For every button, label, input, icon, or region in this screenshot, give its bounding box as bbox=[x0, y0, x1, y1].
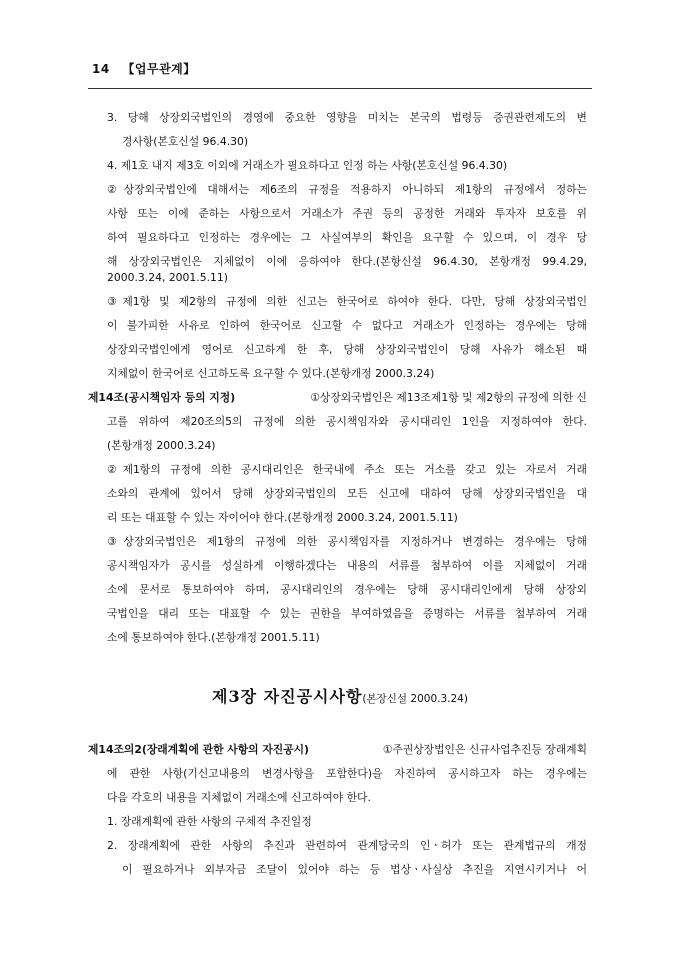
text-line: 다음 각호의 내용을 지체없이 거래소에 신고하여야 한다. bbox=[107, 791, 371, 804]
article-14-title: 제14조(공시책임자 등의 지정) bbox=[88, 391, 236, 404]
text-line: 해 상장외국법인은 지체없이 이에 응하여야 한다.(본항신설 96.4.30, 본항개정 99.4.29, bbox=[107, 255, 587, 268]
text-line: 하여 필요하다고 인정하는 경우에는 그 사실여부의 확인을 요구할 수 있으며, 이 경우 당 bbox=[107, 231, 587, 244]
text-line: ②상장외국법인에 대해서는 제6조의 규정을 적용하지 아니하되 제1항의 규정에서 정하는 bbox=[107, 183, 587, 196]
article-14-2-first-line bbox=[88, 743, 587, 757]
text-line: 에 관한 사항(기신고내용의 변경사항을 포함한다)을 자진하여 공시하고자 하는 경우에는 bbox=[107, 767, 587, 780]
article-14-first-line bbox=[88, 391, 587, 405]
text-line: 2000.3.24, 2001.5.11) bbox=[107, 271, 228, 284]
text-line: 소에 통보하여야 한다.(본항개정 2001.5.11) bbox=[107, 631, 320, 644]
text-line: 국법인을 대리 또는 대표할 수 있는 권한을 부여하였음을 증명하는 서류를 첨부하여 거래 bbox=[107, 607, 587, 620]
text-line: 지체없이 한국어로 신고하도록 요구할 수 있다.(본항개정 2000.3.24) bbox=[107, 367, 435, 380]
text-line: 사항 또는 이에 준하는 사항으로서 거래소가 주권 등의 공정한 거래와 투자자 보호를 위 bbox=[107, 207, 587, 220]
text-line: 소에 문서로 통보하여야 하며, 공시대리인의 경우에는 당해 공시대리인에게 당해 상장외 bbox=[107, 583, 587, 596]
page-header bbox=[92, 60, 196, 77]
text-line: 경사항(본호신설 96.4.30) bbox=[122, 135, 249, 148]
text-line: ②제1항의 규정에 의한 공시대리인은 한국내에 주소 또는 거소를 갖고 있는 자로서 거래 bbox=[107, 463, 587, 476]
text-line: (본항개정 2000.3.24) bbox=[107, 439, 216, 452]
article-14-2-title: 제14조의2(장래계획에 관한 사항의 자진공시) bbox=[88, 743, 309, 756]
text-line: 고를 위하여 제20조의5의 규정에 의한 공시책임자와 공시대리인 1인을 지정하여야 한다. bbox=[107, 415, 587, 428]
section-label: 【업무관계】 bbox=[122, 62, 196, 76]
header-rule bbox=[88, 88, 592, 89]
chapter-title: 제3장 자진공시사항 bbox=[212, 687, 363, 706]
text-line: 소와의 관계에 있어서 당해 상장외국법인의 모든 신고에 대하여 당해 상장외국법인을 대 bbox=[107, 487, 587, 500]
text-line: ①상장외국법인은 제13조제1항 및 제2항의 규정에 의한 신 bbox=[310, 391, 587, 404]
text-line: 3. 당해 상장외국법인의 경영에 중요한 영향을 미치는 본국의 법령등 증권관련제도의 변 bbox=[107, 111, 587, 124]
text-line: 이 불가피한 사유로 인하여 한국어로 신고할 수 없다고 거래소가 인정하는 경우에는 당해 bbox=[107, 319, 587, 332]
text-line: 4. 제1호 내지 제3호 이외에 거래소가 필요하다고 인정 하는 사항(본호신설 96.4.30) bbox=[107, 159, 508, 172]
text-line: ①주권상장법인은 신규사업추진등 장래계획 bbox=[382, 743, 587, 756]
text-line: 이 필요하거나 외부자금 조달이 있어야 하는 등 법상ㆍ사실상 추진을 지연시키거나 어 bbox=[122, 863, 587, 876]
chapter-note: (본장신설 2000.3.24) bbox=[362, 693, 468, 705]
text-line: 리 또는 대표할 수 있는 자이어야 한다.(본항개정 2000.3.24, 2001.5.11) bbox=[107, 511, 458, 524]
text-line: ③상장외국법인은 제1항의 규정에 의한 공시책임자를 지정하거나 변경하는 경우에는 당해 bbox=[107, 535, 587, 548]
chapter-heading bbox=[0, 684, 680, 707]
page-number: 14 bbox=[92, 62, 110, 76]
text-line: ③제1항 및 제2항의 규정에 의한 신고는 한국어로 하여야 한다. 다만, 당해 상장외국법인 bbox=[107, 295, 587, 308]
text-line: 상장외국법인에게 영어로 신고하게 한 후, 당해 상장외국법인이 당해 사유가 해소된 때 bbox=[107, 343, 587, 356]
text-line: 공시책임자가 공시를 성실하게 이행하겠다는 내용의 서류를 첨부하여 이를 지체없이 거래 bbox=[107, 559, 587, 572]
text-line: 2. 장래계획에 관한 사항의 추진과 관련하여 관계당국의 인ㆍ허가 또는 관계법규의 개정 bbox=[107, 839, 587, 852]
text-line: 1. 장래계획에 관한 사항의 구체적 추진일정 bbox=[107, 815, 312, 828]
